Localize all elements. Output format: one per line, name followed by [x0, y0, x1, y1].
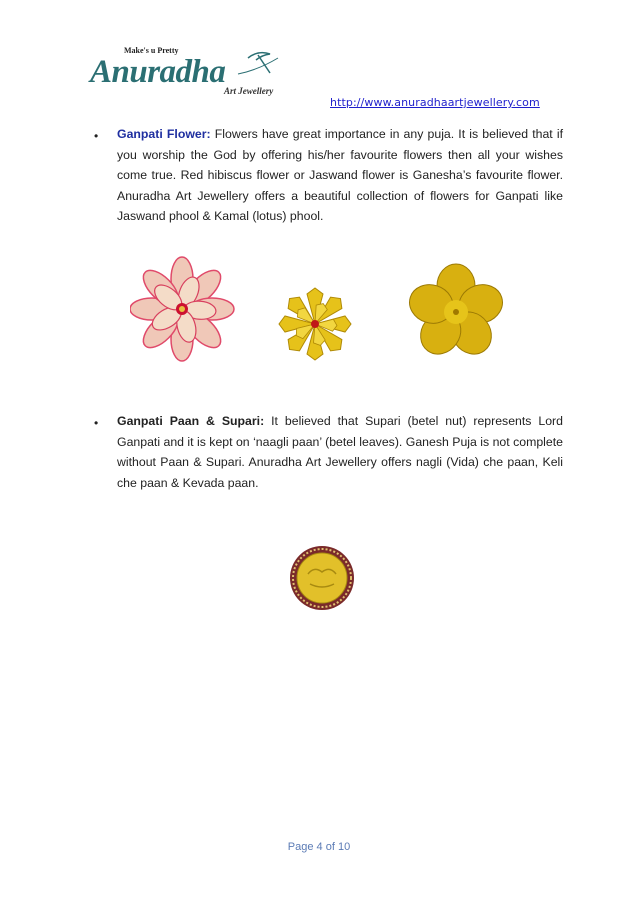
ganpati-flower-paragraph	[117, 124, 563, 227]
gold-hibiscus-flower-image	[408, 262, 504, 362]
website-link[interactable]: http://www.anuradhaartjewellery.com	[330, 96, 540, 109]
section-text: It believed that Supari (betel nut) represents Lord Ganpati and it is kept on ‘naagli paan’ (betel leaves). Ganesh Puja is not complete without Paan & Supari. Anuradha Art Jewellery offers nagli (Vida) che paan, Keli che paan & Kevada paan.	[117, 414, 563, 490]
bullet-icon: •	[94, 129, 99, 143]
section-text: Flowers have great importance in any puja. It is believed that if you worship the God by offering his/her favourite flowers then all your wishes come true. Red hibiscus flower or Jaswand flower is Ganesha’s favourite flower. Anuradha Art Jewellery offers a beautiful collection of flowers for Ganpati like Jaswand phool & Kamal (lotus) phool.	[117, 127, 564, 224]
paan-supari-paragraph	[117, 411, 563, 493]
anuradha-logo	[88, 44, 298, 96]
lotus-flower-image	[130, 256, 235, 362]
page-number: Page 4 of 10	[287, 841, 351, 853]
gold-lotus-flower-image	[274, 284, 356, 364]
logo-tagline: Make's u Pretty	[124, 46, 179, 55]
logo-brand: Anuradha	[90, 54, 226, 90]
logo-subtitle: Art Jewellery	[224, 86, 274, 96]
section-heading: Ganpati Paan & Supari:	[117, 414, 265, 428]
section-heading: Ganpati Flower:	[117, 127, 211, 141]
bullet-icon: •	[94, 416, 99, 430]
supari-coin-image	[288, 544, 356, 612]
